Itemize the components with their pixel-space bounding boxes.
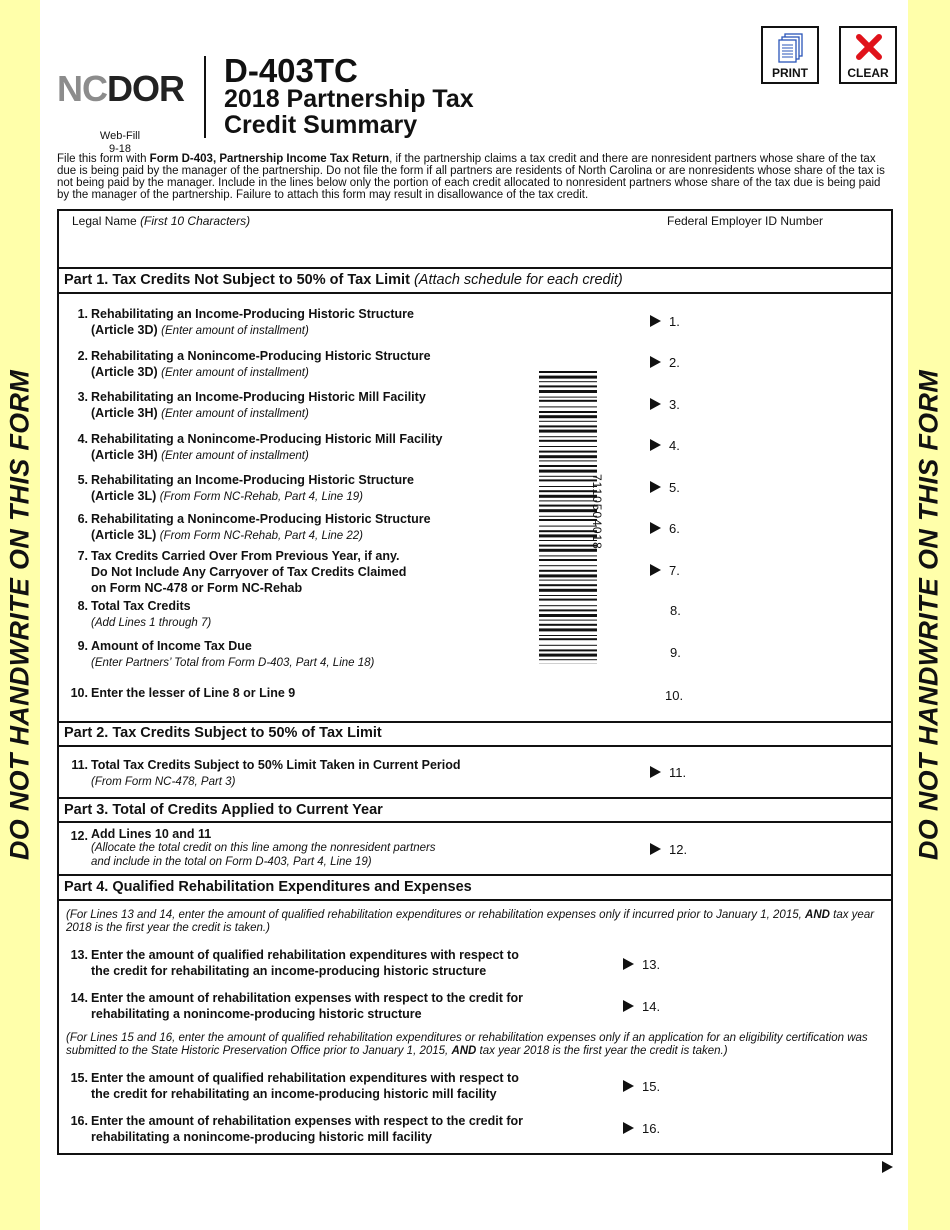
print-label: PRINT xyxy=(772,66,808,80)
divider xyxy=(57,797,893,799)
line-8 xyxy=(64,598,584,631)
line-13-ref[interactable] xyxy=(623,957,660,972)
line-5 xyxy=(64,472,584,505)
clear-label: CLEAR xyxy=(847,66,889,80)
line-number: 4. xyxy=(77,432,88,446)
barcode-bar xyxy=(539,479,597,481)
line-hint-1: (Allocate the total credit on this line among the nonresident partners xyxy=(91,842,436,854)
line-text-3: on Form NC-478 or Form NC-Rehab xyxy=(91,581,303,595)
clear-button[interactable] xyxy=(839,26,897,84)
line-text-1: Enter the amount of qualified rehabilitation expenditures with respect to xyxy=(91,1071,519,1085)
line-6-ref[interactable] xyxy=(650,521,680,536)
barcode-number: 7110504018 xyxy=(590,474,604,550)
ref-label: 9. xyxy=(670,645,681,660)
header-divider xyxy=(204,56,206,138)
ref-label: 3. xyxy=(669,397,680,412)
line-3-ref[interactable] xyxy=(650,397,680,412)
line-hint: (Enter amount of installment) xyxy=(161,367,309,379)
barcode-bar xyxy=(539,584,597,586)
line-title: Total Tax Credits Subject to 50% Limit Taken in Current Period xyxy=(91,758,461,772)
line-4 xyxy=(64,431,584,464)
barcode-bar xyxy=(539,455,597,458)
barcode-bar xyxy=(539,638,597,640)
line-13 xyxy=(64,947,624,979)
barcode-bar xyxy=(539,659,597,660)
barcode-bar xyxy=(539,635,597,636)
ref-label: 2. xyxy=(669,355,680,370)
barcode-bar xyxy=(539,645,597,646)
line-16-ref[interactable] xyxy=(623,1121,660,1136)
arrow-icon xyxy=(623,1080,634,1092)
line-14 xyxy=(64,990,624,1022)
line-title: Rehabilitating an Income-Producing Historic Structure xyxy=(91,307,414,321)
line-hint: (Enter amount of installment) xyxy=(161,325,309,337)
barcode-bar xyxy=(539,495,597,498)
line-hint: (From Form NC-Rehab, Part 4, Line 22) xyxy=(159,530,364,542)
line-text-2: rehabilitating a nonincome-producing historic structure xyxy=(91,1007,422,1021)
barcode-bar xyxy=(539,534,597,537)
note-and: AND xyxy=(805,909,830,921)
barcode-bar xyxy=(539,580,597,581)
logo-nc: NC xyxy=(57,68,107,109)
barcode-bar xyxy=(539,609,597,611)
arrow-icon xyxy=(623,1000,634,1012)
line-article: (Article 3D) xyxy=(91,365,158,379)
line-10 xyxy=(64,685,584,701)
line-number: 7. xyxy=(77,549,88,563)
line-number: 13. xyxy=(70,948,88,962)
line-article: (Article 3D) xyxy=(91,323,158,337)
note-text: tax year 2018 is the first year the credit is taken.) xyxy=(476,1045,728,1057)
arrow-icon xyxy=(650,398,661,410)
barcode-bar xyxy=(539,460,597,461)
line-number: 2. xyxy=(77,349,88,363)
barcode-bar xyxy=(539,605,597,606)
intro-pre: File this form with xyxy=(57,153,150,165)
line-15 xyxy=(64,1070,624,1102)
logo-dor: DOR xyxy=(107,68,184,109)
line-number: 1. xyxy=(77,307,88,321)
barcode-bar xyxy=(539,519,597,521)
line-1 xyxy=(64,306,584,339)
barcode-bar xyxy=(539,628,597,631)
barcode-bar xyxy=(539,599,597,601)
line-5-ref[interactable] xyxy=(650,480,680,495)
barcode-bar xyxy=(539,649,597,651)
barcode-bar xyxy=(539,530,597,532)
ref-label: 15. xyxy=(642,1079,661,1094)
arrow-icon xyxy=(650,439,661,451)
ref-label: 16. xyxy=(642,1121,661,1136)
line-number: 14. xyxy=(70,991,88,1005)
fein-label: Federal Employer ID Number xyxy=(667,214,824,228)
divider xyxy=(57,292,893,294)
line-12 xyxy=(64,828,584,869)
legal-name-label xyxy=(72,214,250,228)
line-text-1: Tax Credits Carried Over From Previous Year, if any. xyxy=(91,549,400,563)
line-7-ref[interactable] xyxy=(650,563,680,578)
arrow-icon xyxy=(623,958,634,970)
barcode-bar xyxy=(539,397,597,398)
line-9-ref[interactable] xyxy=(670,645,681,660)
barcode-bar xyxy=(539,595,597,596)
barcode-bar xyxy=(539,620,597,621)
arrow-icon xyxy=(650,564,661,576)
barcode-bar xyxy=(539,421,597,422)
clear-icon xyxy=(855,33,883,63)
left-banner-text: DO NOT HANDWRITE ON THIS FORM xyxy=(4,369,35,861)
part3-header: Part 3. Total of Credits Applied to Current Year xyxy=(64,802,383,818)
line-number: 5. xyxy=(77,473,88,487)
line-number: 10. xyxy=(70,686,88,700)
note-text: (For Lines 13 and 14, enter the amount of qualified rehabilitation expenditures or rehabilitation expenses only if incurred prior to January 1, 2015, xyxy=(66,909,806,921)
part1-header xyxy=(64,272,623,288)
line-9 xyxy=(64,638,584,671)
ref-label: 5. xyxy=(669,480,680,495)
line-text-1: Enter the amount of rehabilitation expenses with respect to the credit for xyxy=(91,1114,524,1128)
barcode-bar xyxy=(539,451,597,453)
arrow-icon xyxy=(650,843,661,855)
barcode-bar xyxy=(539,390,597,393)
barcode-bar xyxy=(539,490,597,492)
line-text-1: Enter the amount of rehabilitation expenses with respect to the credit for xyxy=(91,991,524,1005)
line-hint-2: and include in the total on Form D-403, Part 4, Line 19) xyxy=(91,856,372,868)
ref-label: 4. xyxy=(669,438,680,453)
next-page-arrow-icon[interactable] xyxy=(882,1161,893,1173)
line-title: Rehabilitating an Income-Producing Historic Structure xyxy=(91,473,414,487)
ref-label: 14. xyxy=(642,999,661,1014)
barcode-bar xyxy=(539,654,597,657)
intro-form-name: Form D-403, Partnership Income Tax Return xyxy=(149,153,390,165)
line-11-ref[interactable] xyxy=(650,765,686,780)
line-hint: (Enter Partners’ Total from Form D-403, Part 4, Line 18) xyxy=(91,657,375,669)
divider xyxy=(57,874,893,876)
barcode-bar xyxy=(539,500,597,501)
barcode-bar xyxy=(539,540,597,541)
line-7 xyxy=(64,548,584,596)
form-title-line2: Credit Summary xyxy=(224,111,418,139)
barcode-bar xyxy=(539,624,597,626)
divider xyxy=(57,721,893,723)
line-15-ref[interactable] xyxy=(623,1079,660,1094)
line-hint: (From Form NC-478, Part 3) xyxy=(91,776,236,788)
barcode-bar xyxy=(539,381,597,382)
arrow-icon xyxy=(623,1122,634,1134)
barcode-bar xyxy=(539,614,597,617)
line-title: Add Lines 10 and 11 xyxy=(91,827,212,841)
line-title: Rehabilitating a Nonincome-Producing Historic Mill Facility xyxy=(91,432,443,446)
revision-label: 9-18 xyxy=(108,143,132,155)
ref-label: 11. xyxy=(669,765,687,780)
form-title-line1: 2018 Partnership Tax xyxy=(224,85,474,113)
note-and: AND xyxy=(451,1045,477,1057)
note-text: tax year 2018 is the first year the credit is taken.) xyxy=(66,909,875,934)
line-2 xyxy=(64,348,584,381)
line-text-2: rehabilitating a nonincome-producing historic mill facility xyxy=(91,1130,433,1144)
barcode-bar xyxy=(539,570,597,572)
print-button[interactable] xyxy=(761,26,819,84)
barcode-bar xyxy=(539,411,597,413)
ncdor-logo xyxy=(57,68,184,110)
line-article: (Article 3L) xyxy=(91,528,157,542)
barcode-bar xyxy=(539,430,597,433)
ref-label: 6. xyxy=(669,521,680,536)
line-text-2: Do Not Include Any Carryover of Tax Credits Claimed xyxy=(91,565,407,579)
divider xyxy=(57,821,893,823)
ref-label: 13. xyxy=(642,957,661,972)
line-11 xyxy=(64,757,584,790)
line-hint: (Enter amount of installment) xyxy=(161,450,309,462)
barcode-bar xyxy=(539,565,597,566)
line-14-ref[interactable] xyxy=(623,999,660,1014)
barcode-bar xyxy=(539,465,597,467)
part2-header: Part 2. Tax Credits Subject to 50% of Tax Limit xyxy=(64,725,382,741)
line-2-ref[interactable] xyxy=(650,355,680,370)
part4-header: Part 4. Qualified Rehabilitation Expenditures and Expenses xyxy=(64,879,472,895)
line-article: (Article 3L) xyxy=(91,489,157,503)
barcode-bar xyxy=(539,400,597,402)
arrow-icon xyxy=(650,766,661,778)
line-8-ref[interactable] xyxy=(670,603,681,618)
arrow-icon xyxy=(650,315,661,327)
line-title: Rehabilitating a Nonincome-Producing Historic Structure xyxy=(91,349,431,363)
line-number: 16. xyxy=(70,1114,88,1128)
line-hint: (Enter amount of installment) xyxy=(161,408,309,420)
divider xyxy=(57,899,893,901)
line-title: Rehabilitating an Income-Producing Historic Mill Facility xyxy=(91,390,426,404)
right-banner-text: DO NOT HANDWRITE ON THIS FORM xyxy=(913,369,944,861)
line-title: Rehabilitating a Nonincome-Producing Historic Structure xyxy=(91,512,431,526)
intro-post: , if the partnership claims a tax credit and there are nonresident partners whose share of the tax due is being paid by the manager of the partnership. Do not file the form if all partners are residents of North Carolina or are nonresidents whose share of the tax is not being paid by the manager. Include in the lines below only the portion of each credit allocated to nonresident partners whose share of the tax due is being paid by the manager of the partnership. Failure to attach this form may result in disallowance of the tax credit. xyxy=(57,153,885,201)
barcode xyxy=(539,371,597,664)
part4-note-1 xyxy=(66,909,888,935)
line-number: 12. xyxy=(70,829,88,843)
line-10-ref[interactable] xyxy=(665,688,683,703)
part4-note-2 xyxy=(66,1032,888,1058)
barcode-bar xyxy=(539,574,597,577)
ref-label: 10. xyxy=(665,688,684,703)
web-fill-label: Web-Fill xyxy=(99,130,141,142)
barcode-bar xyxy=(539,516,597,517)
line-number: 6. xyxy=(77,512,88,526)
ref-label: 8. xyxy=(670,603,681,618)
line-1-ref[interactable] xyxy=(650,314,680,329)
line-number: 9. xyxy=(77,639,88,653)
line-title: Enter the lesser of Line 8 or Line 9 xyxy=(91,686,296,700)
barcode-bar xyxy=(539,476,597,477)
ref-label: 7. xyxy=(669,563,680,578)
line-6 xyxy=(64,511,584,544)
barcode-bar xyxy=(539,509,597,512)
print-icon xyxy=(777,33,805,67)
form-id: D-403TC xyxy=(224,52,358,89)
ref-label: 1. xyxy=(669,314,680,329)
line-number: 3. xyxy=(77,390,88,404)
barcode-bar xyxy=(539,440,597,442)
part1-hint: (Attach schedule for each credit) xyxy=(413,272,623,288)
arrow-icon xyxy=(650,522,661,534)
barcode-bar xyxy=(539,505,597,507)
note-text: (For Lines 15 and 16, enter the amount of qualified rehabilitation expenditures or rehabilitation expenses only if an application for an eligibility certification was submitted to the State Historic Preservation Office prior to January 1, 2015, xyxy=(66,1032,868,1057)
ref-label: 12. xyxy=(669,842,688,857)
line-16 xyxy=(64,1113,624,1145)
divider xyxy=(57,267,893,269)
part1-title: Part 1. Tax Credits Not Subject to 50% of Tax Limit xyxy=(64,272,410,288)
line-title: Amount of Income Tax Due xyxy=(91,639,252,653)
barcode-bar xyxy=(539,376,597,379)
barcode-bar xyxy=(539,425,597,427)
line-article: (Article 3H) xyxy=(91,448,158,462)
barcode-bar xyxy=(539,446,597,447)
legal-name-text: Legal Name xyxy=(72,214,137,228)
barcode-bar xyxy=(539,589,597,592)
line-title: Total Tax Credits xyxy=(91,599,191,613)
arrow-icon xyxy=(650,356,661,368)
line-text-2: the credit for rehabilitating an income-producing historic structure xyxy=(91,964,487,978)
legal-name-hint: (First 10 Characters) xyxy=(140,214,251,228)
line-article: (Article 3H) xyxy=(91,406,158,420)
line-hint: (From Form NC-Rehab, Part 4, Line 19) xyxy=(159,491,364,503)
line-number: 15. xyxy=(70,1071,88,1085)
line-number: 8. xyxy=(77,599,88,613)
line-4-ref[interactable] xyxy=(650,438,680,453)
divider xyxy=(57,745,893,747)
barcode-bar xyxy=(539,486,597,487)
barcode-bar xyxy=(539,385,597,387)
barcode-bar xyxy=(539,436,597,437)
barcode-bar xyxy=(539,415,597,418)
intro-text xyxy=(57,153,895,201)
line-number: 11. xyxy=(71,758,88,772)
barcode-bar xyxy=(539,549,597,552)
barcode-bar xyxy=(539,371,597,373)
line-12-ref[interactable] xyxy=(650,842,687,857)
barcode-bar xyxy=(539,545,597,547)
line-text-1: Enter the amount of qualified rehabilitation expenditures with respect to xyxy=(91,948,519,962)
arrow-icon xyxy=(650,481,661,493)
barcode-bar xyxy=(539,406,597,407)
barcode-bar xyxy=(539,526,597,527)
line-text-2: the credit for rehabilitating an income-producing historic mill facility xyxy=(91,1087,497,1101)
form-title xyxy=(224,86,474,138)
barcode-bar xyxy=(539,555,597,556)
barcode-bar xyxy=(539,559,597,561)
line-3 xyxy=(64,389,584,422)
barcode-bar xyxy=(539,470,597,473)
line-hint: (Add Lines 1 through 7) xyxy=(91,617,212,629)
